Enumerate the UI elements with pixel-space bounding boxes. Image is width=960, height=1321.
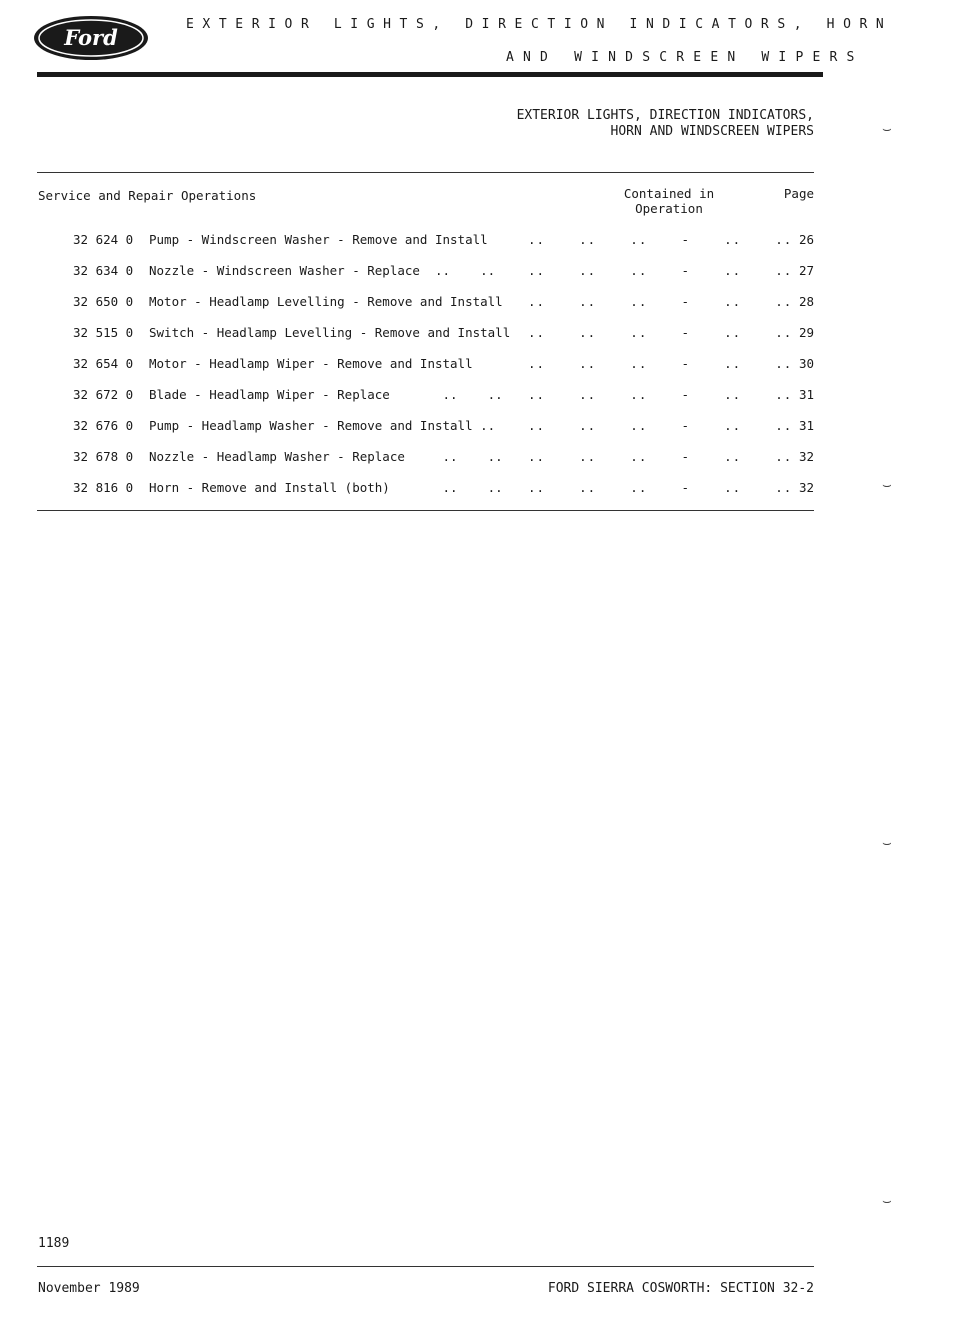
list-item	[0, 356, 960, 376]
operation-leader-dots: .. .. .. - .. ..	[528, 387, 793, 402]
list-item	[0, 263, 960, 283]
operation-page: 32	[798, 449, 814, 464]
operation-description: Nozzle - Windscreen Washer - Replace .. ..	[149, 263, 496, 278]
operation-description: Nozzle - Headlamp Washer - Replace .. ..	[149, 449, 503, 464]
operation-description: Motor - Headlamp Wiper - Remove and Install	[149, 356, 473, 371]
margin-tick-mark: ⌣	[882, 120, 892, 138]
operation-description: Motor - Headlamp Levelling - Remove and Install	[149, 294, 503, 309]
operation-page: 31	[798, 387, 814, 402]
margin-tick-mark: ⌣	[882, 834, 892, 852]
operation-description: Pump - Windscreen Washer - Remove and Install	[149, 232, 488, 247]
operation-leader-dots: .. .. .. - .. ..	[528, 480, 793, 495]
list-item	[0, 325, 960, 345]
operation-code: 32 676 0	[73, 418, 134, 433]
operation-leader-dots: .. .. .. - .. ..	[528, 449, 793, 464]
ford-logo-icon	[32, 14, 150, 62]
operation-description: Blade - Headlamp Wiper - Replace .. ..	[149, 387, 503, 402]
operation-code: 32 672 0	[73, 387, 134, 402]
table-bottom-rule	[37, 510, 814, 511]
list-item	[0, 387, 960, 407]
header-title-line1: EXTERIOR LIGHTS, DIRECTION INDICATORS, HORN	[186, 17, 893, 32]
operation-code: 32 515 0	[73, 325, 134, 340]
footer-date: November 1989	[38, 1281, 140, 1296]
section-title: EXTERIOR LIGHTS, DIRECTION INDICATORS, HORN AND WINDSCREEN WIPERS	[516, 108, 814, 139]
operation-leader-dots: .. .. .. - .. ..	[528, 418, 793, 433]
operation-code: 32 654 0	[73, 356, 134, 371]
operation-leader-dots: .. .. .. - .. ..	[528, 232, 793, 247]
header-title-line2: AND WINDSCREEN WIPERS	[506, 50, 864, 65]
operation-page: 31	[798, 418, 814, 433]
operation-description: Switch - Headlamp Levelling - Remove and Install	[149, 325, 511, 340]
operation-code: 32 650 0	[73, 294, 134, 309]
operation-page: 29	[798, 325, 814, 340]
operation-leader-dots: .. .. .. - .. ..	[528, 263, 793, 278]
operation-code: 32 634 0	[73, 263, 134, 278]
list-item	[0, 418, 960, 438]
operation-code: 32 678 0	[73, 449, 134, 464]
operation-code: 32 624 0	[73, 232, 134, 247]
column-header-page: Page	[783, 186, 814, 201]
margin-tick-mark: ⌣	[882, 476, 892, 494]
operation-page: 32	[798, 480, 814, 495]
operation-leader-dots: .. .. .. - .. ..	[528, 356, 793, 371]
column-header-operations: Service and Repair Operations	[38, 188, 257, 203]
header-rule	[37, 72, 823, 77]
operation-leader-dots: .. .. .. - .. ..	[528, 325, 793, 340]
table-top-rule	[37, 172, 814, 173]
footer-rule	[37, 1266, 814, 1267]
operation-code: 32 816 0	[73, 480, 134, 495]
list-item	[0, 232, 960, 252]
list-item	[0, 449, 960, 469]
operation-page: 30	[798, 356, 814, 371]
operation-page: 26	[798, 232, 814, 247]
logo-text: Ford	[64, 25, 118, 50]
operation-leader-dots: .. .. .. - .. ..	[528, 294, 793, 309]
page-number: 1189	[38, 1236, 70, 1251]
operation-description: Horn - Remove and Install (both) .. ..	[149, 480, 503, 495]
column-header-contained: Contained in Operation	[623, 186, 715, 216]
margin-tick-mark: ⌣	[882, 1192, 892, 1210]
operation-description: Pump - Headlamp Washer - Remove and Install ..	[149, 418, 496, 433]
operation-page: 27	[798, 263, 814, 278]
list-item	[0, 294, 960, 314]
operation-page: 28	[798, 294, 814, 309]
list-item	[0, 480, 960, 500]
footer-section: FORD SIERRA COSWORTH: SECTION 32-2	[547, 1281, 814, 1296]
